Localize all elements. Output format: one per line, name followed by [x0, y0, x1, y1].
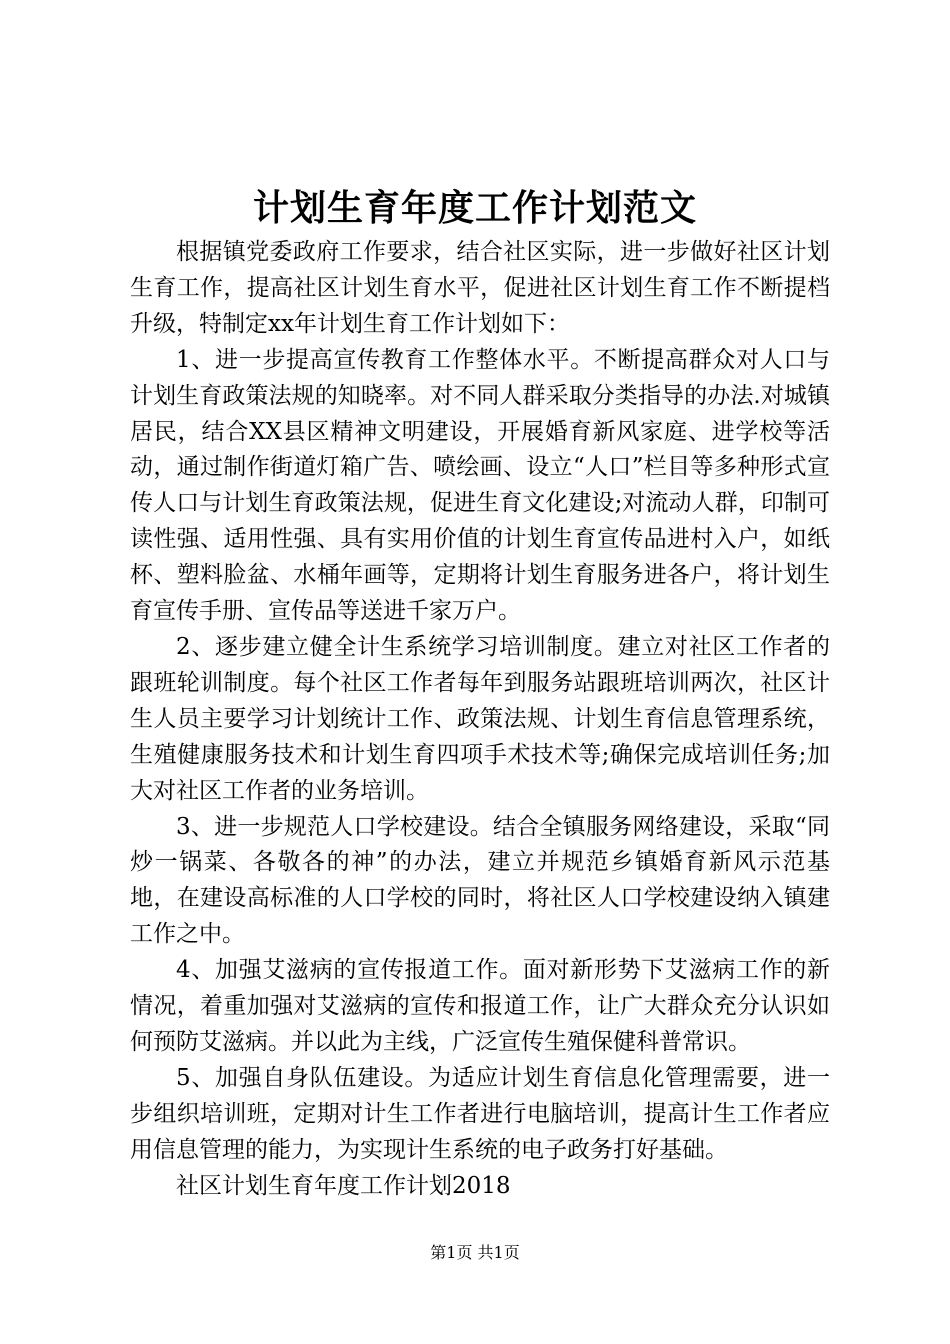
document-title: 计划生育年度工作计划范文 — [252, 187, 697, 229]
paragraph-item-4: 4、加强艾滋病的宣传报道工作。面对新形势下艾滋病工作的新情况，着重加强对艾滋病的宣传和报道工作，让广大群众充分认识如何预防艾滋病。并以此为主线，广泛宣传生殖保健科普常识。 — [130, 957, 830, 1055]
paragraph-item-5: 5、加强自身队伍建设。为适应计划生育信息化管理需要，进一步组织培训班，定期对计生工作者进行电脑培训，提高计生工作者应用信息管理的能力，为实现计生系统的电子政务打好基础。 — [130, 1064, 830, 1163]
page-number-footer: 第1页 共1页 — [430, 1243, 520, 1262]
paragraph-intro: 根据镇党委政府工作要求，结合社区实际，进一步做好社区计划生育工作，提高社区计划生育水平，促进社区计划生育工作不断提档升级，特制定xx年计划生育工作计划如下： — [130, 239, 830, 337]
paragraph-item-2: 2、逐步建立健全计生系统学习培训制度。建立对社区工作者的跟班轮训制度。每个社区工作者每年到服务站跟班培训两次，社区计生人员主要学习计划统计工作、政策法规、计划生育信息管理系统，生殖健康服务技术和计划生育四项手术技术等;确保完成培训任务;加大对社区工作者的业务培训。 — [130, 633, 830, 804]
paragraph-closing-heading: 社区计划生育年度工作计划2018 — [176, 1172, 511, 1199]
document-body — [130, 235, 830, 1204]
paragraph-item-1: 1、进一步提高宣传教育工作整体水平。不断提高群众对人口与计划生育政策法规的知晓率。对不同人群采取分类指导的办法.对城镇居民，结合XX县区精神文明建设，开展婚育新风家庭、进学校等活动，通过制作街道灯箱广告、喷绘画、设立“人口”栏目等多种形式宣传人口与计划生育政策法规，促进生育文化建设;对流动人群，印制可读性强、适用性强、具有实用价值的计划生育宣传品进村入户，如纸杯、塑料脸盆、水桶年画等，定期将计划生育服务进各户，将计划生育宣传手册、宣传品等送进千家万户。 — [130, 346, 830, 625]
paragraph-item-3: 3、进一步规范人口学校建设。结合全镇服务网络建设，采取“同炒一锅菜、各敬各的神”的办法，建立并规范乡镇婚育新风示范基地，在建设高标准的人口学校的同时，将社区人口学校建设纳入镇建工作之中。 — [130, 813, 830, 948]
